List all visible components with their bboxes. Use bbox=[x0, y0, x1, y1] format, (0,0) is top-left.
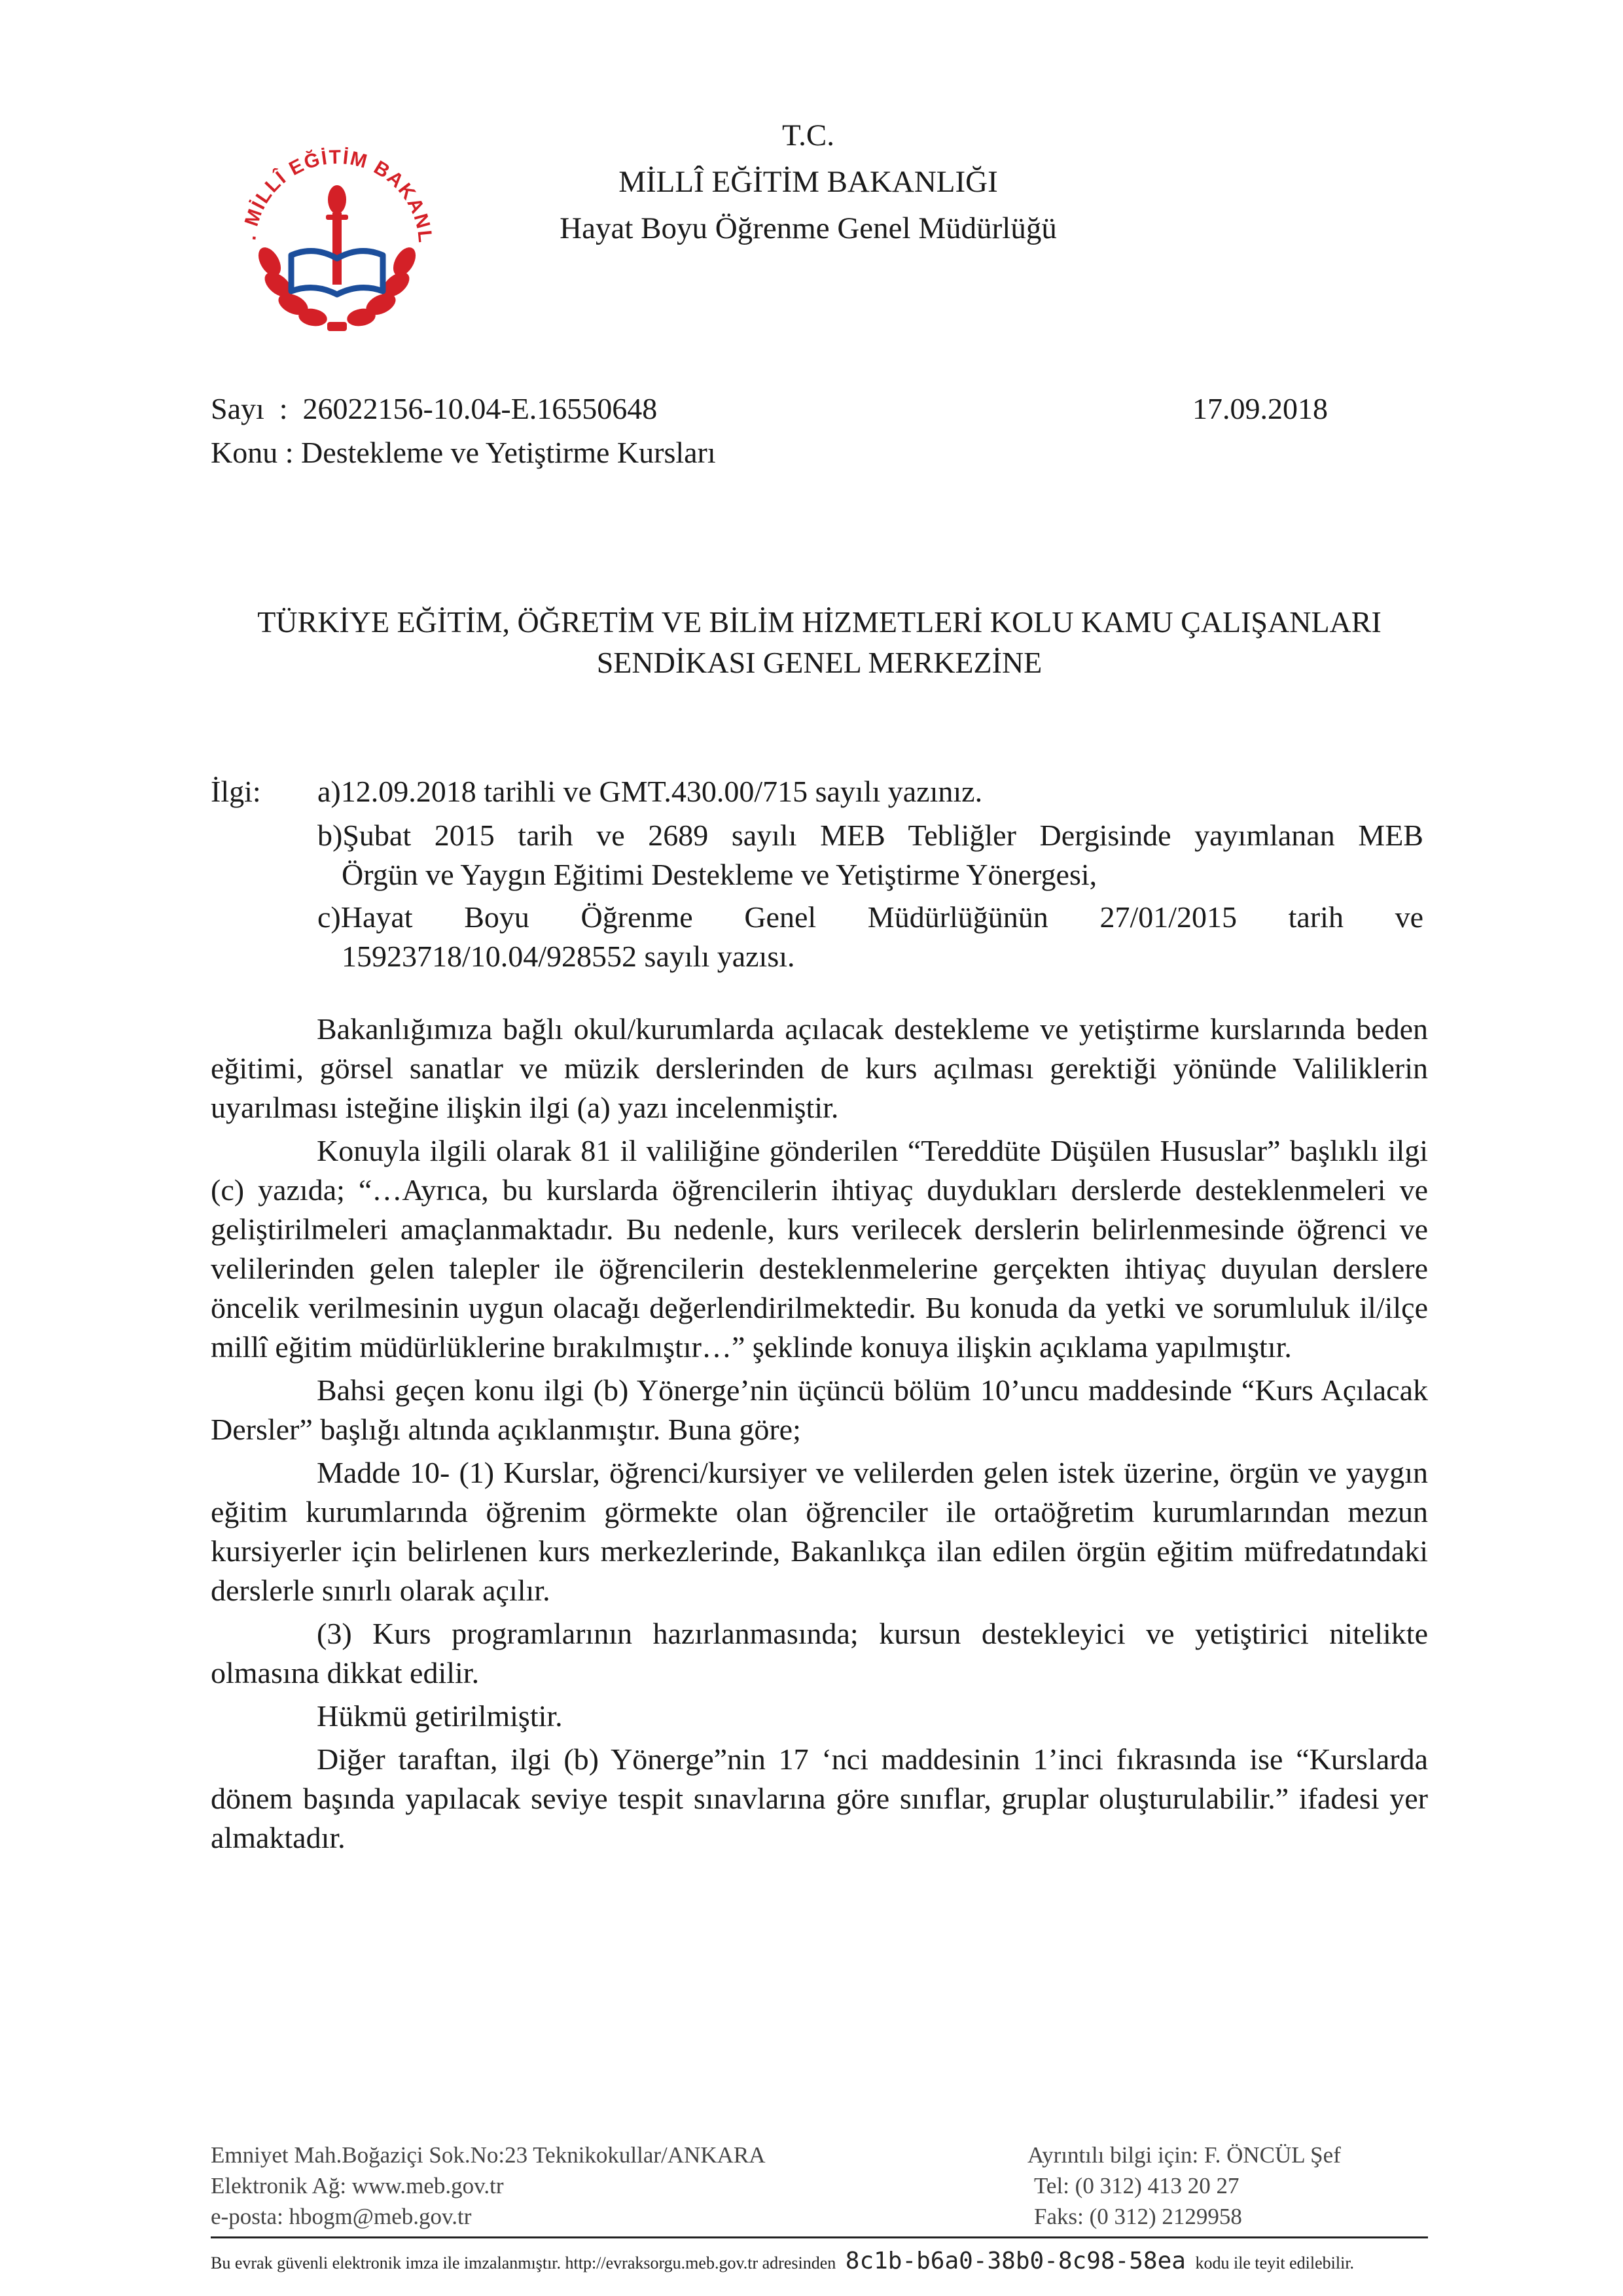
reference-a-text: a)12.09.2018 tarihli ve GMT.430.00/715 sayılı yazınız. bbox=[317, 775, 983, 808]
body-paragraph: Konuyla ilgili olarak 81 il valiliğine gönderilen “Tereddüte Düşülen Hususlar” başlıklı ilgi (c) yazıda; “…Ayrıca, bu kurslarda öğrencilerin ihtiyaç duydukları derslerde desteklenmeleri ve geliştirilmeleri amaçlanmaktadır. Bu nedenle, kurs verilecek derslerin belirlenmesinde öğrenci ve velilerinden gelen talepler ile öğrencilerin desteklenmelerine gerçekten ihtiyaç duyulan derslere öncelik verilmesinin uygun olacağı değerlendirilmektedir. Bu konuda da yetki ve sorumluluk il/ilçe millî eğitim müdürlüklerine bırakılmıştır…” şeklinde konuya ilişkin açıklama yapılmıştır. bbox=[211, 1134, 1428, 1364]
reference-c-line-2: 15923718/10.04/928552 sayılı yazısı. bbox=[342, 940, 795, 973]
body-paragraph: Bahsi geçen konu ilgi (b) Yönerge’nin üçüncü bölüm 10’uncu maddesinde “Kurs Açılacak Dersler” başlığı altında açıklanmıştır. Buna göre; bbox=[211, 1373, 1428, 1446]
verification-prefix: Bu evrak güvenli elektronik imza ile imzalanmıştır. http://evraksorgu.meb.gov.tr adresinden bbox=[211, 2253, 836, 2272]
footer-address: Emniyet Mah.Boğaziçi Sok.No:23 Teknikokullar/ANKARA bbox=[211, 2142, 766, 2168]
header-tc: T.C. bbox=[781, 118, 835, 152]
footer-contact-block bbox=[1027, 2140, 1341, 2232]
letterhead bbox=[458, 113, 1158, 252]
body-paragraph: Hükmü getirilmiştir. bbox=[317, 1699, 563, 1733]
footer-web: Elektronik Ağ: www.meb.gov.tr bbox=[211, 2173, 504, 2199]
body-paragraph: Diğer taraftan, ilgi (b) Yönerge”nin 17 ‘nci maddesinin 1’inci fıkrasında ise “Kurslarda dönem başında yapılacak seviye tespit sınavlarına göre sınıflar, gruplar oluşturulabilir.” ifadesi yer almaktadır. bbox=[211, 1742, 1428, 1854]
body-paragraph: Madde 10- (1) Kurslar, öğrenci/kursiyer ve velilerden gelen istek üzerine, örgün ve yaygın eğitim kurumlarında öğrenim görmekte olan öğrenciler ile ortaöğretim kurumlarından mezun kursiyerler için belirlenen kurs merkezlerinde, Bakanlıkça ilan edilen örgün eğitim müfredatındaki derslerle sınırlı olarak açılır. bbox=[211, 1456, 1428, 1607]
verification-line bbox=[211, 2248, 1428, 2276]
recipient-line-1: TÜRKİYE EĞİTİM, ÖĞRETİM VE BİLİM HİZMETLERİ KOLU KAMU ÇALIŞANLARI bbox=[257, 605, 1382, 639]
footer-fax: Faks: (0 312) 2129958 bbox=[1034, 2204, 1242, 2229]
reference-c bbox=[317, 898, 1423, 976]
footer-divider bbox=[211, 2236, 1428, 2238]
header-directorate: Hayat Boyu Öğrenme Genel Müdürlüğü bbox=[560, 211, 1057, 245]
reference-b-line-1: b)Şubat 2015 tarih ve 2689 sayılı MEB Tebliğler Dergisinde yayımlanan MEB bbox=[317, 819, 1423, 852]
svg-text:T.C. MİLLÎ EĞİTİM BAKANLIĞI: . MİLLÎ EĞİTİM BAKANL bbox=[238, 146, 437, 245]
reference-c-line-1: c)Hayat Boyu Öğrenme Genel Müdürlüğünün 27/01/2015 tarih ve bbox=[317, 900, 1423, 934]
recipient bbox=[211, 602, 1428, 683]
reference-b-line-2: Örgün ve Yaygın Eğitimi Destekleme ve Yetiştirme Yönergesi, bbox=[342, 858, 1097, 891]
reference-b bbox=[317, 816, 1423, 894]
letter-body bbox=[211, 1010, 1428, 1862]
recipient-line-2: SENDİKASI GENEL MERKEZİNE bbox=[596, 646, 1043, 679]
document-number: Sayı : 26022156-10.04-E.16550648 bbox=[211, 392, 658, 425]
reference-label: İlgi: bbox=[211, 775, 261, 808]
verification-code: 8c1b-b6a0-38b0-8c98-58ea bbox=[845, 2248, 1186, 2274]
footer-email: e-posta: hbogm@meb.gov.tr bbox=[211, 2204, 472, 2229]
document-date: 17.09.2018 bbox=[1192, 392, 1328, 425]
footer-address-block bbox=[211, 2140, 766, 2232]
footer-contact: Ayrıntılı bilgi için: F. ÖNCÜL Şef bbox=[1027, 2142, 1341, 2168]
meb-seal-icon bbox=[229, 131, 445, 347]
body-paragraph: (3) Kurs programlarının hazırlanmasında; kursun destekleyici ve yetiştirici nitelikte olmasına dikkat edilir. bbox=[211, 1617, 1428, 1689]
verification-suffix: kodu ile teyit edilebilir. bbox=[1195, 2253, 1355, 2272]
footer-tel: Tel: (0 312) 413 20 27 bbox=[1034, 2173, 1240, 2199]
reference-a bbox=[317, 772, 1423, 811]
header-ministry: MİLLÎ EĞİTİM BAKANLIĞI bbox=[618, 165, 998, 199]
document-subject: Konu : Destekleme ve Yetiştirme Kursları bbox=[211, 436, 716, 469]
body-paragraph: Bakanlığımıza bağlı okul/kurumlarda açılacak destekleme ve yetiştirme kurslarında beden eğitimi, görsel sanatlar ve müzik derslerinden de kurs açılması gerektiği yönünde Valiliklerin uyarılması isteğine ilişkin ilgi (a) yazı incelenmiştir. bbox=[211, 1012, 1428, 1124]
